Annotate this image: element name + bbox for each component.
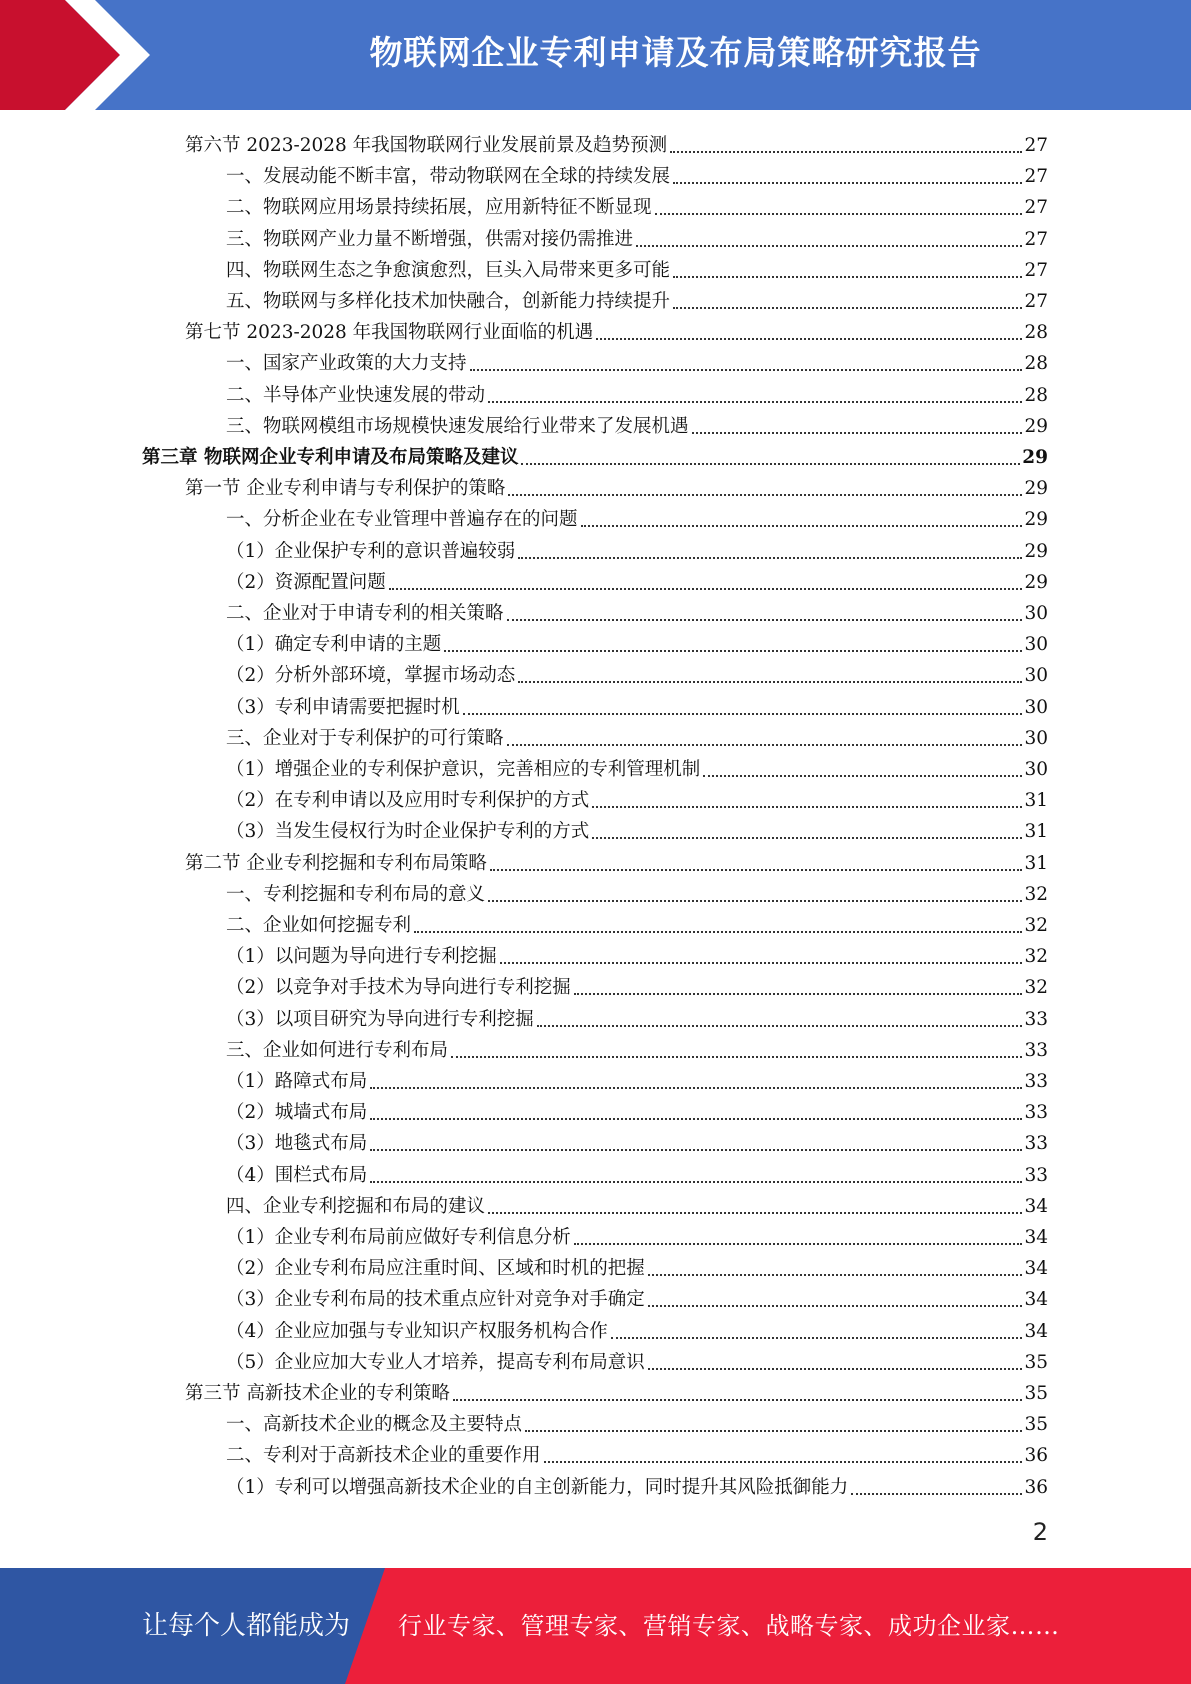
toc-entry-title: 第七节 2023-2028 年我国物联网行业面临的机遇 [185,322,594,344]
toc-entry[interactable] [226,1437,1048,1468]
toc-leader-dots [574,993,1023,995]
toc-entry-title: （1）路障式布局 [226,1071,368,1092]
toc-entry[interactable] [226,283,1048,314]
toc-leader-dots [648,1368,1023,1370]
page-number: 2 [1032,1518,1048,1546]
footer-slogan-right: 行业专家、管理专家、营销专家、战略专家、成功企业家…… [398,1612,1060,1640]
toc-entry-title: （3）专利申请需要把握时机 [226,696,460,718]
toc-leader-dots [525,1430,1022,1432]
toc-entry-title: （2）企业专利布局应注重时间、区域和时机的把握 [226,1258,645,1280]
toc-entry[interactable] [226,782,1048,813]
toc-entry-page: 34 [1024,1289,1048,1311]
toc-entry-page: 27 [1024,228,1048,250]
toc-entry-page: 35 [1024,1383,1048,1404]
toc-entry-title: （4）企业应加强与专业知识产权服务机构合作 [226,1320,608,1342]
toc-entry-title: （4）围栏式布局 [226,1164,368,1186]
toc-entry-page: 36 [1024,1476,1048,1498]
toc-entry[interactable] [226,345,1048,376]
toc-leader-dots [692,432,1023,434]
toc-entry-page: 32 [1024,946,1048,968]
toc-entry[interactable] [226,1032,1048,1063]
toc-entry-title: （2）城墙式布局 [226,1102,368,1124]
toc-entry[interactable] [226,377,1048,408]
toc-entry-page: 27 [1024,197,1048,219]
toc-leader-dots [851,1493,1022,1495]
toc-entry-page: 34 [1024,1258,1048,1280]
toc-leader-dots [581,525,1023,527]
toc-leader-dots [389,588,1023,590]
toc-entry-title: 一、分析企业在专业管理中普遍存在的问题 [226,509,578,531]
toc-leader-dots [370,1181,1022,1183]
footer-slogan-left: 让每个人都能成为 [142,1611,351,1641]
toc-leader-dots [488,401,1022,403]
toc-leader-dots [592,806,1022,808]
toc-entry-title: （5）企业应加大专业人才培养，提高专利布局意识 [226,1351,645,1373]
toc-entry-title: 一、高新技术企业的概念及主要特点 [226,1414,523,1436]
toc-entry-title: （1）专利可以增强高新技术企业的自主创新能力，同时提升其风险抵御能力 [226,1476,849,1498]
toc-leader-dots [370,1149,1022,1151]
toc-leader-dots [648,1274,1023,1276]
toc-leader-dots [490,869,1023,871]
toc-entry-title: 第二节 企业专利挖掘和专利布局策略 [185,852,487,874]
toc-leader-dots [521,463,1020,465]
toc-entry-title: 三、物联网模组市场规模快速发展给行业带来了发展机遇 [226,415,689,437]
toc-entry-page: 33 [1024,1008,1048,1030]
toc-entry[interactable] [226,689,1048,720]
toc-entry-title: （1）企业保护专利的意识普遍较弱 [226,540,516,562]
toc-entry-title: （3）以项目研究为导向进行专利挖掘 [226,1008,534,1030]
toc-entry-title: （1）确定专利申请的主题 [226,634,442,656]
toc-entry-page: 29 [1024,540,1048,562]
toc-leader-dots [544,1461,1023,1463]
toc-leader-dots [596,338,1022,340]
toc-entry[interactable] [185,314,1048,345]
toc-leader-dots [673,276,1022,278]
toc-leader-dots [500,962,1023,964]
toc-entry[interactable] [226,1219,1048,1250]
toc-entry-title: 第三节 高新技术企业的专利策略 [185,1383,450,1404]
toc-entry-title: 一、发展动能不断丰富，带动物联网在全球的持续发展 [226,166,671,188]
toc-entry-page: 31 [1024,852,1048,874]
toc-leader-dots [507,744,1023,746]
toc-entry[interactable] [226,969,1048,1000]
toc-leader-dots [636,245,1022,247]
toc-entry[interactable] [226,876,1048,907]
toc-entry-title: 三、企业如何进行专利布局 [226,1039,449,1061]
toc-entry-page: 31 [1024,821,1048,843]
toc-leader-dots [488,900,1022,902]
toc-leader-dots [537,1025,1023,1027]
toc-entry[interactable] [226,1250,1048,1281]
toc-entry[interactable] [226,1094,1048,1125]
toc-entry-title: 四、企业专利挖掘和布局的建议 [226,1195,486,1217]
toc-entry-title: （2）在专利申请以及应用时专利保护的方式 [226,790,590,812]
header-red-block [0,0,140,110]
toc-entry[interactable] [185,1375,1048,1406]
report-title: 物联网企业专利申请及布局策略研究报告 [369,33,982,72]
toc-leader-dots [451,1056,1022,1058]
toc-entry[interactable] [226,533,1048,564]
toc-entry-page: 29 [1022,447,1048,468]
toc-entry-page: 35 [1024,1351,1048,1373]
toc-leader-dots [488,1212,1022,1214]
toc-entry[interactable] [226,1063,1048,1094]
toc-entry-title: 一、专利挖掘和专利布局的意义 [226,883,486,905]
toc-leader-dots [370,1118,1022,1120]
toc-entry[interactable] [226,1188,1048,1219]
toc-entry-page: 33 [1024,1164,1048,1186]
toc-entry-page: 32 [1024,915,1048,936]
toc-entry[interactable] [226,501,1048,532]
toc-entry[interactable] [226,657,1048,688]
toc-entry-title: 二、半导体产业快速发展的带动 [226,384,486,406]
toc-entry[interactable] [226,1157,1048,1188]
toc-entry[interactable] [226,189,1048,220]
toc-entry-page: 34 [1024,1195,1048,1217]
toc-entry[interactable] [142,439,1048,470]
toc-entry-page: 27 [1024,135,1048,156]
toc-entry-title: 四、物联网生态之争愈演愈烈，巨头入局带来更多可能 [226,259,671,281]
toc-entry[interactable] [226,1281,1048,1312]
toc-entry-page: 31 [1024,790,1048,812]
toc-leader-dots [518,557,1022,559]
toc-entry-title: （2）分析外部环境，掌握市场动态 [226,665,516,687]
toc-leader-dots [518,681,1022,683]
toc-entry[interactable] [226,252,1048,283]
toc-entry[interactable] [226,1406,1048,1437]
toc-entry[interactable] [226,907,1048,938]
toc-entry-title: （1）增强企业的专利保护意识，完善相应的专利管理机制 [226,759,701,780]
toc-entry-page: 33 [1024,1071,1048,1092]
toc-entry[interactable] [226,564,1048,595]
toc-leader-dots [507,619,1023,621]
toc-entry-page: 36 [1024,1445,1048,1467]
toc-entry-page: 29 [1024,571,1048,593]
toc-entry-title: （3）企业专利布局的技术重点应针对竞争对手确定 [226,1289,645,1311]
toc-entry-title: 三、企业对于专利保护的可行策略 [226,727,504,749]
toc-entry-page: 30 [1024,634,1048,656]
toc-leader-dots [508,494,1022,496]
toc-entry-page: 29 [1024,415,1048,437]
toc-entry-title: （2）资源配置问题 [226,571,386,593]
toc-entry-page: 33 [1024,1039,1048,1061]
toc-entry[interactable] [185,470,1048,501]
toc-entry-title: 三、物联网产业力量不断增强，供需对接仍需推进 [226,228,634,250]
toc-entry-title: （3）当发生侵权行为时企业保护专利的方式 [226,821,590,843]
toc-entry[interactable] [185,127,1048,158]
toc-leader-dots [370,1087,1022,1089]
toc-entry[interactable] [226,1469,1048,1500]
toc-entry-title: 第三章 物联网企业专利申请及布局策略及建议 [142,447,519,468]
toc-leader-dots [670,151,1022,153]
toc-entry-page: 28 [1024,353,1048,375]
toc-entry-title: 第一节 企业专利申请与专利保护的策略 [185,478,506,500]
toc-entry[interactable] [226,1344,1048,1375]
toc-entry-title: 二、物联网应用场景持续拓展，应用新特征不断显现 [226,197,652,219]
toc-entry-page: 34 [1024,1320,1048,1342]
toc-leader-dots [592,837,1022,839]
toc-leader-dots [673,307,1022,309]
toc-entry[interactable] [226,938,1048,969]
toc-leader-dots [470,369,1023,371]
toc-entry-page: 27 [1024,166,1048,188]
toc-entry-page: 29 [1024,509,1048,531]
toc-entry-title: 二、专利对于高新技术企业的重要作用 [226,1445,541,1467]
toc-entry-page: 27 [1024,259,1048,281]
toc-entry-title: （3）地毯式布局 [226,1133,368,1155]
toc-entry-page: 33 [1024,1133,1048,1155]
toc-entry[interactable] [226,751,1048,782]
toc-entry-title: 第六节 2023-2028 年我国物联网行业发展前景及趋势预测 [185,135,668,156]
toc-entry[interactable] [226,221,1048,252]
toc-entry[interactable] [226,626,1048,657]
header-banner [0,0,1191,110]
toc-entry[interactable] [185,845,1048,876]
toc-entry-page: 27 [1024,291,1048,312]
toc-leader-dots [673,182,1022,184]
toc-entry[interactable] [226,720,1048,751]
toc-entry-page: 32 [1024,977,1048,999]
toc-leader-dots [574,1243,1023,1245]
toc-entry-title: 一、国家产业政策的大力支持 [226,353,467,375]
toc-entry[interactable] [226,1313,1048,1344]
toc-entry-title: 二、企业对于申请专利的相关策略 [226,603,504,624]
toc-leader-dots [453,1399,1023,1401]
toc-entry[interactable] [226,158,1048,189]
toc-leader-dots [648,1305,1023,1307]
toc-entry-page: 30 [1024,727,1048,749]
toc-leader-dots [444,650,1022,652]
toc-entry-page: 30 [1024,665,1048,687]
toc-entry-title: 二、企业如何挖掘专利 [226,915,412,936]
toc-entry-page: 30 [1024,603,1048,624]
toc-entry[interactable] [226,1001,1048,1032]
toc-entry-page: 28 [1024,322,1048,344]
toc-entry[interactable] [226,595,1048,626]
toc-entry-page: 34 [1024,1227,1048,1248]
toc-leader-dots [414,931,1022,933]
toc-entry[interactable] [226,1125,1048,1156]
toc-entry-title: （2）以竞争对手技术为导向进行专利挖掘 [226,977,571,999]
toc-leader-dots [655,213,1023,215]
toc-leader-dots [463,713,1023,715]
toc-entry-title: （1）企业专利布局前应做好专利信息分析 [226,1227,571,1248]
toc-entry-page: 30 [1024,696,1048,718]
toc-entry-page: 35 [1024,1414,1048,1436]
toc-entry-page: 32 [1024,883,1048,905]
toc-leader-dots [611,1337,1023,1339]
toc-entry-page: 29 [1024,478,1048,500]
toc-entry[interactable] [226,813,1048,844]
toc-entry-title: 五、物联网与多样化技术加快融合，创新能力持续提升 [226,291,671,312]
footer-banner [0,1568,1191,1684]
toc-entry-page: 30 [1024,759,1048,780]
toc-entry-page: 33 [1024,1102,1048,1124]
toc-entry[interactable] [226,408,1048,439]
toc-entry-page: 28 [1024,384,1048,406]
toc-entry-title: （1）以问题为导向进行专利挖掘 [226,946,497,968]
toc-leader-dots [703,775,1022,777]
